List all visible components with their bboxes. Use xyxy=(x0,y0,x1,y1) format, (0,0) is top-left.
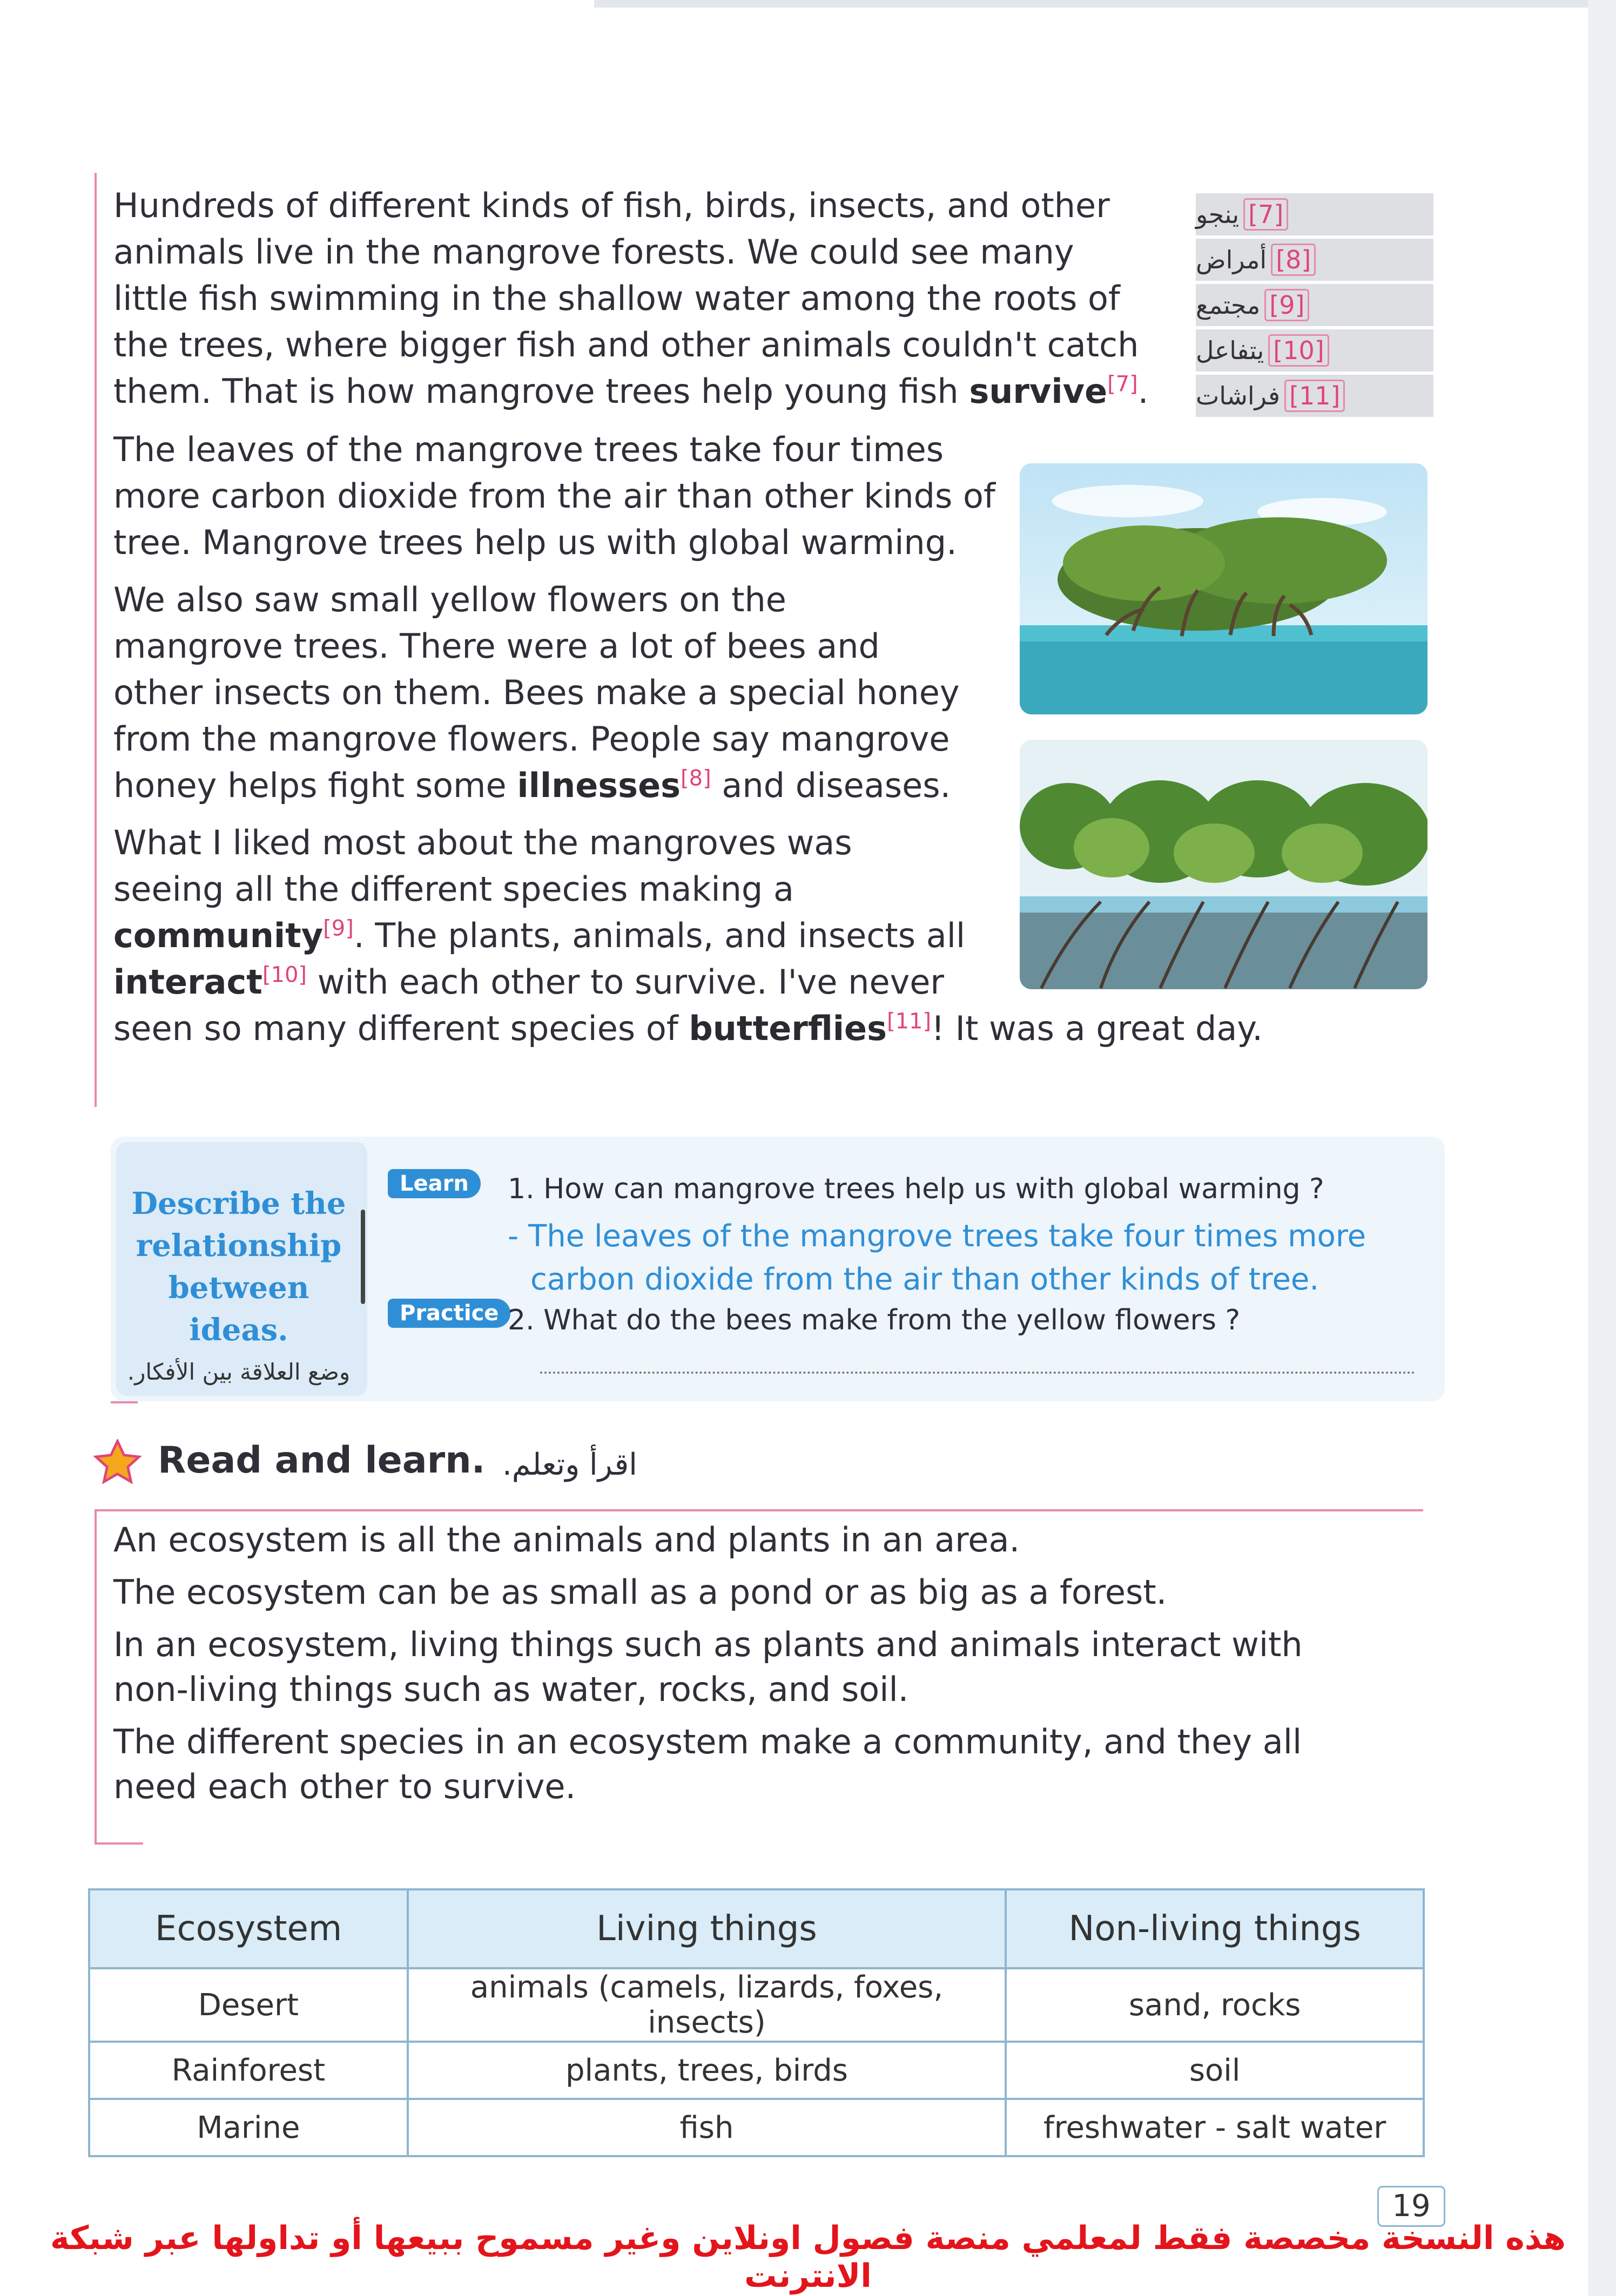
story-margin-rule xyxy=(95,173,97,1107)
scan-edge-right xyxy=(1588,0,1616,2296)
answer-line-dotted[interactable] xyxy=(540,1372,1415,1374)
read-learn-top-rule xyxy=(95,1509,1423,1511)
mangrove-water-photo xyxy=(1020,463,1428,714)
table-cell: soil xyxy=(1006,2042,1424,2099)
story-line: tree. Mangrove trees help us with global warming. xyxy=(113,523,957,562)
skill-box-bottom-rule xyxy=(111,1401,138,1403)
story-paragraph-2 xyxy=(113,427,995,566)
read-learn-line: non-living things such as water, rocks, and soil. xyxy=(113,1670,909,1709)
practice-question: 2. What do the bees make from the yellow flowers ? xyxy=(508,1304,1241,1336)
story-line: the trees, where bigger fish and other animals couldn't catch xyxy=(113,325,1139,364)
read-learn-left-rule xyxy=(95,1509,97,1844)
glossary-item: [11] فراشات xyxy=(1196,375,1433,417)
table-cell: freshwater - salt water xyxy=(1006,2099,1424,2156)
vocab-butterflies: butterflies xyxy=(689,1009,887,1048)
story-line: seen so many different species of butterflies[11]! It was a great day. xyxy=(113,1009,1263,1048)
skill-title-line: relationship xyxy=(136,1228,342,1264)
story-line: them. That is how mangrove trees help young fish survive[7]. xyxy=(113,372,1149,411)
table-row xyxy=(89,1968,1424,2042)
learn-question: 1. How can mangrove trees help us with global warming ? xyxy=(508,1173,1324,1205)
story-line: The leaves of the mangrove trees take four times xyxy=(113,430,944,469)
table-row xyxy=(89,2099,1424,2156)
story-line: seeing all the different species making a xyxy=(113,869,794,909)
header-ecosystem: Ecosystem xyxy=(89,1889,408,1968)
table-cell: fish xyxy=(408,2099,1006,2156)
story-line: other insects on them. Bees make a special honey xyxy=(113,673,960,712)
story-line: interact[10] with each other to survive. I've never xyxy=(113,962,944,1002)
story-line: We also saw small yellow flowers on the xyxy=(113,580,786,619)
answer-line: - The leaves of the mangrove trees take four times more xyxy=(508,1219,1366,1254)
glossary-item: [9] مجتمع xyxy=(1196,284,1433,326)
skill-title-arabic: وضع العلاقة بين الأفكار. xyxy=(127,1359,351,1385)
read-learn-bottom-rule xyxy=(95,1842,143,1845)
story-line: mangrove trees. There were a lot of bees and xyxy=(113,626,880,666)
table-cell: animals (camels, lizards, foxes, insects) xyxy=(408,1968,1006,2042)
vocab-survive: survive xyxy=(969,372,1108,411)
read-learn-heading: Read and learn. xyxy=(158,1439,486,1482)
learn-tag: Learn xyxy=(388,1169,481,1198)
read-learn-text xyxy=(113,1517,1303,1809)
header-living-things: Living things xyxy=(408,1889,1006,1968)
glossary-item: [8] أمراض xyxy=(1196,239,1433,281)
glossary-item: [10] يتفاعل xyxy=(1196,329,1433,372)
story-line: from the mangrove flowers. People say mangrove xyxy=(113,719,950,759)
story-line: What I liked most about the mangroves was xyxy=(113,823,852,862)
story-line: honey helps fight some illnesses[8] and diseases. xyxy=(113,766,951,805)
story-line: animals live in the mangrove forests. We could see many xyxy=(113,232,1074,272)
skill-title-line: between ideas. xyxy=(168,1270,309,1348)
star-icon xyxy=(92,1439,143,1490)
story-paragraph-1 xyxy=(113,183,1149,415)
answer-line: carbon dioxide from the air than other kinds of tree. xyxy=(530,1262,1319,1297)
vocab-community: community xyxy=(113,916,324,955)
story-line: more carbon dioxide from the air than other kinds of xyxy=(113,476,995,516)
footer-notice: هذه النسخة مخصصة فقط لمعلمي منصة فصول اونلاين وغير مسموح ببيعها أو تداولها عبر شبكة الانترنت xyxy=(50,2219,1566,2295)
story-line: little fish swimming in the shallow water among the roots of xyxy=(113,279,1120,318)
read-learn-line: An ecosystem is all the animals and plants in an area. xyxy=(113,1520,1020,1559)
table-cell: plants, trees, birds xyxy=(408,2042,1006,2099)
story-line: community[9]. The plants, animals, and insects all xyxy=(113,916,966,955)
table-header-row xyxy=(89,1889,1424,1968)
table-cell: sand, rocks xyxy=(1006,1968,1424,2042)
ecosystem-table xyxy=(88,1888,1425,2157)
story-line: Hundreds of different kinds of fish, birds, insects, and other xyxy=(113,186,1110,225)
vocab-illnesses: illnesses xyxy=(517,766,681,805)
header-non-living-things: Non-living things xyxy=(1006,1889,1424,1968)
read-learn-line: The different species in an ecosystem make a community, and they all xyxy=(113,1722,1302,1761)
table-cell: Desert xyxy=(89,1968,408,2042)
scan-edge xyxy=(594,0,1615,8)
mangrove-roots-photo xyxy=(1020,740,1428,989)
learn-answer xyxy=(508,1215,1366,1301)
read-learn-line: need each other to survive. xyxy=(113,1767,576,1806)
table-cell: Rainforest xyxy=(89,2042,408,2099)
practice-tag: Practice xyxy=(388,1299,510,1328)
read-learn-line: The ecosystem can be as small as a pond or as big as a forest. xyxy=(113,1572,1167,1612)
table-cell: Marine xyxy=(89,2099,408,2156)
table-row xyxy=(89,2042,1424,2099)
vocab-interact: interact xyxy=(113,962,262,1002)
glossary-item: [7] ينجو xyxy=(1196,193,1433,235)
read-learn-heading-arabic: اقرأ وتعلم. xyxy=(502,1447,637,1482)
skill-title xyxy=(120,1183,358,1393)
read-learn-line: In an ecosystem, living things such as plants and animals interact with xyxy=(113,1625,1303,1664)
story-paragraph-3 xyxy=(113,577,960,809)
skill-divider xyxy=(361,1210,365,1304)
skill-title-line: Describe the xyxy=(131,1186,346,1221)
page-number: 19 xyxy=(1377,2186,1445,2227)
